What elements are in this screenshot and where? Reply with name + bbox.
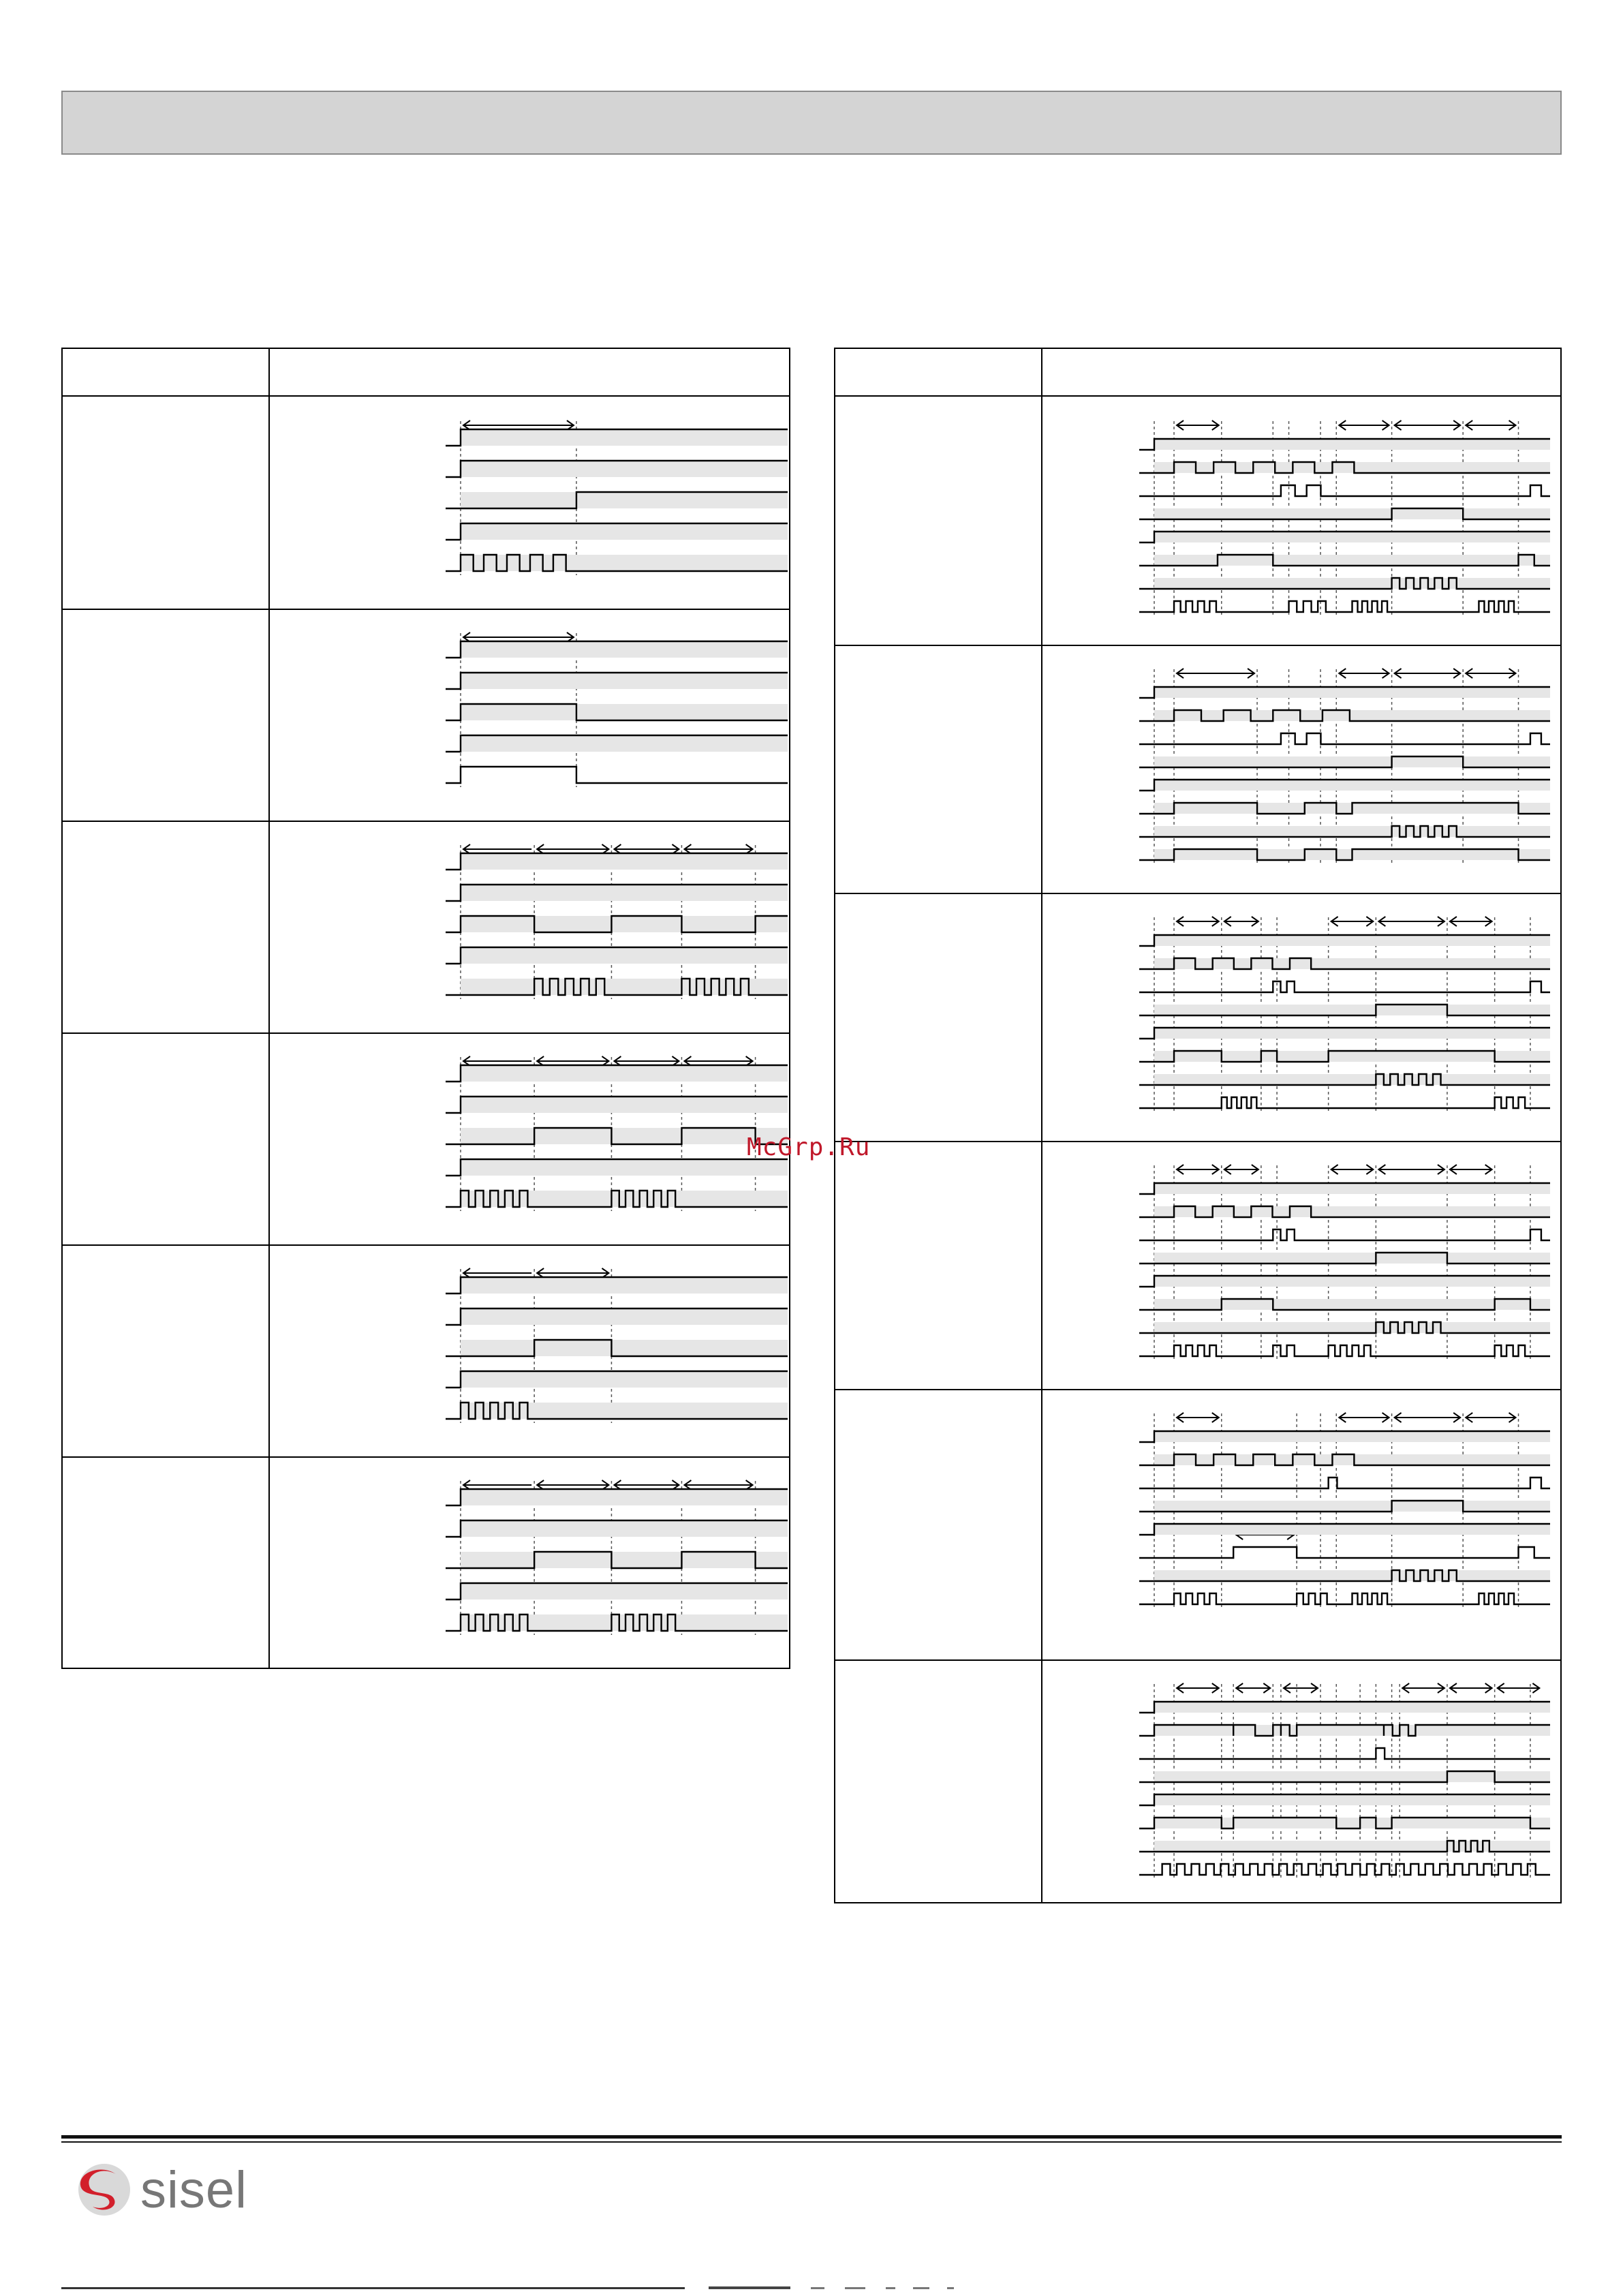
- interval-arrow: [1339, 669, 1389, 678]
- interval-arrow: [1224, 917, 1258, 926]
- watermark-text: McGrp.Ru: [747, 1133, 871, 1161]
- interval-arrow: [1395, 1413, 1461, 1422]
- left-timing-table: [61, 348, 790, 1669]
- signal-band: [461, 1308, 788, 1325]
- signal-band: [461, 1614, 788, 1631]
- signal-band: [1154, 1431, 1550, 1442]
- signal-band: [1154, 508, 1550, 519]
- signal-band: [461, 1489, 788, 1505]
- interval-arrow: [1224, 1165, 1258, 1174]
- timing-diagram-6: [1042, 1659, 1560, 1970]
- signal-band: [461, 853, 788, 870]
- sisel-logo: [74, 2159, 247, 2220]
- signal-band: [461, 523, 788, 540]
- interval-arrow: [1466, 420, 1515, 430]
- signal-band: [461, 916, 788, 932]
- signal-band: [1154, 1725, 1550, 1736]
- footer-rule: [61, 2135, 1562, 2139]
- signal-band: [1154, 1276, 1550, 1287]
- signal-band: [461, 1583, 788, 1599]
- interval-arrow: [1177, 1413, 1219, 1422]
- bottom-marks: [709, 2284, 1022, 2291]
- signal-band: [461, 429, 788, 446]
- interval-arrow: [1450, 1165, 1492, 1174]
- signal-band: [461, 947, 788, 964]
- signal-band: [1154, 1051, 1550, 1062]
- interval-arrow: [1378, 1165, 1444, 1174]
- interval-arrow: [1177, 1683, 1219, 1693]
- signal-band: [1154, 1183, 1550, 1194]
- footer-rule-thin: [61, 2141, 1562, 2143]
- interval-arrow: [1177, 1165, 1219, 1174]
- signal-band: [1154, 958, 1550, 969]
- signal-band: [1154, 1322, 1550, 1333]
- signal-band: [1154, 1253, 1550, 1264]
- signal-trace: [1139, 1593, 1550, 1604]
- interval-arrow: [1331, 1165, 1374, 1174]
- timing-diagram-2: [270, 609, 788, 821]
- interval-arrow: [1402, 1683, 1444, 1693]
- interval-arrow: [1395, 669, 1461, 678]
- signal-band: [461, 492, 788, 508]
- interval-arrow: [1450, 917, 1492, 926]
- signal-band: [461, 1520, 788, 1537]
- signal-band: [1154, 780, 1550, 791]
- signal-trace: [446, 767, 788, 783]
- timing-diagram-2: [1042, 645, 1560, 893]
- signal-band: [1154, 1818, 1550, 1828]
- signal-band: [1154, 439, 1550, 450]
- signal-band: [461, 1159, 788, 1176]
- timing-diagram-4: [270, 1032, 788, 1244]
- signal-trace: [1139, 601, 1550, 612]
- logo-wordmark: sisel: [140, 2160, 248, 2219]
- interval-arrow: [1177, 917, 1219, 926]
- signal-band: [461, 735, 788, 752]
- timing-diagram-3: [270, 821, 788, 1032]
- signal-trace: [1139, 1547, 1550, 1558]
- signal-band: [1154, 1501, 1550, 1512]
- signal-trace: [1139, 1864, 1550, 1875]
- signal-trace: [1139, 485, 1550, 496]
- interval-arrow: [1466, 1413, 1515, 1422]
- signal-trace: [1139, 1748, 1550, 1759]
- signal-band: [1154, 578, 1550, 589]
- interval-arrow: [1339, 420, 1389, 430]
- signal-band: [461, 673, 788, 689]
- page-header-bar: [61, 91, 1562, 155]
- signal-band: [461, 1128, 788, 1144]
- signal-band: [1154, 1028, 1550, 1039]
- interval-arrow: [1236, 1683, 1270, 1693]
- signal-band: [1154, 555, 1550, 566]
- signal-band: [1154, 1074, 1550, 1085]
- signal-band: [461, 1065, 788, 1082]
- signal-band: [1154, 1570, 1550, 1581]
- signal-trace: [1139, 733, 1550, 744]
- signal-band: [461, 885, 788, 901]
- signal-band: [461, 1371, 788, 1388]
- signal-band: [461, 1191, 788, 1207]
- interval-arrow: [1284, 1683, 1318, 1693]
- timing-diagram-5: [1042, 1389, 1560, 1659]
- signal-band: [461, 1097, 788, 1113]
- signal-band: [461, 1340, 788, 1356]
- signal-band: [1154, 1206, 1550, 1217]
- signal-band: [461, 1277, 788, 1294]
- signal-band: [1154, 1841, 1550, 1852]
- interval-arrow: [1177, 669, 1254, 678]
- timing-diagram-6: [270, 1456, 788, 1668]
- signal-band: [461, 1552, 788, 1568]
- interval-arrow: [1498, 1683, 1540, 1693]
- signal-trace: [1139, 1097, 1550, 1108]
- bottom-rule: [61, 2287, 685, 2289]
- signal-band: [461, 704, 788, 720]
- signal-band: [461, 461, 788, 477]
- signal-trace: [1139, 1478, 1550, 1488]
- interval-arrow: [1395, 420, 1461, 430]
- timing-diagram-1: [1042, 397, 1560, 645]
- interval-arrow: [1378, 917, 1444, 926]
- signal-trace: [1139, 981, 1550, 992]
- sisel-logo-icon: [74, 2159, 135, 2220]
- signal-band: [1154, 935, 1550, 946]
- timing-diagram-4: [1042, 1141, 1560, 1389]
- signal-band: [461, 555, 788, 571]
- signal-band: [1154, 1702, 1550, 1713]
- timing-diagram-1: [270, 397, 788, 609]
- signal-band: [1154, 756, 1550, 767]
- signal-band: [1154, 1771, 1550, 1782]
- right-timing-table: [834, 348, 1562, 1903]
- timing-diagram-3: [1042, 893, 1560, 1141]
- interval-arrow: [1177, 420, 1219, 430]
- signal-band: [1154, 1299, 1550, 1310]
- timing-diagram-5: [270, 1244, 788, 1456]
- signal-band: [1154, 687, 1550, 698]
- signal-band: [461, 1403, 788, 1419]
- signal-band: [461, 979, 788, 995]
- signal-band: [1154, 826, 1550, 837]
- signal-band: [461, 641, 788, 658]
- signal-band: [1154, 710, 1550, 721]
- interval-arrow: [1466, 669, 1515, 678]
- signal-band: [1154, 532, 1550, 542]
- interval-arrow: [1450, 1683, 1492, 1693]
- signal-band: [1154, 1794, 1550, 1805]
- interval-arrow: [1339, 1413, 1389, 1422]
- signal-trace: [1139, 1345, 1550, 1356]
- signal-trace: [1139, 1229, 1550, 1240]
- signal-band: [1154, 1524, 1550, 1535]
- signal-band: [1154, 1005, 1550, 1015]
- interval-arrow: [1331, 917, 1374, 926]
